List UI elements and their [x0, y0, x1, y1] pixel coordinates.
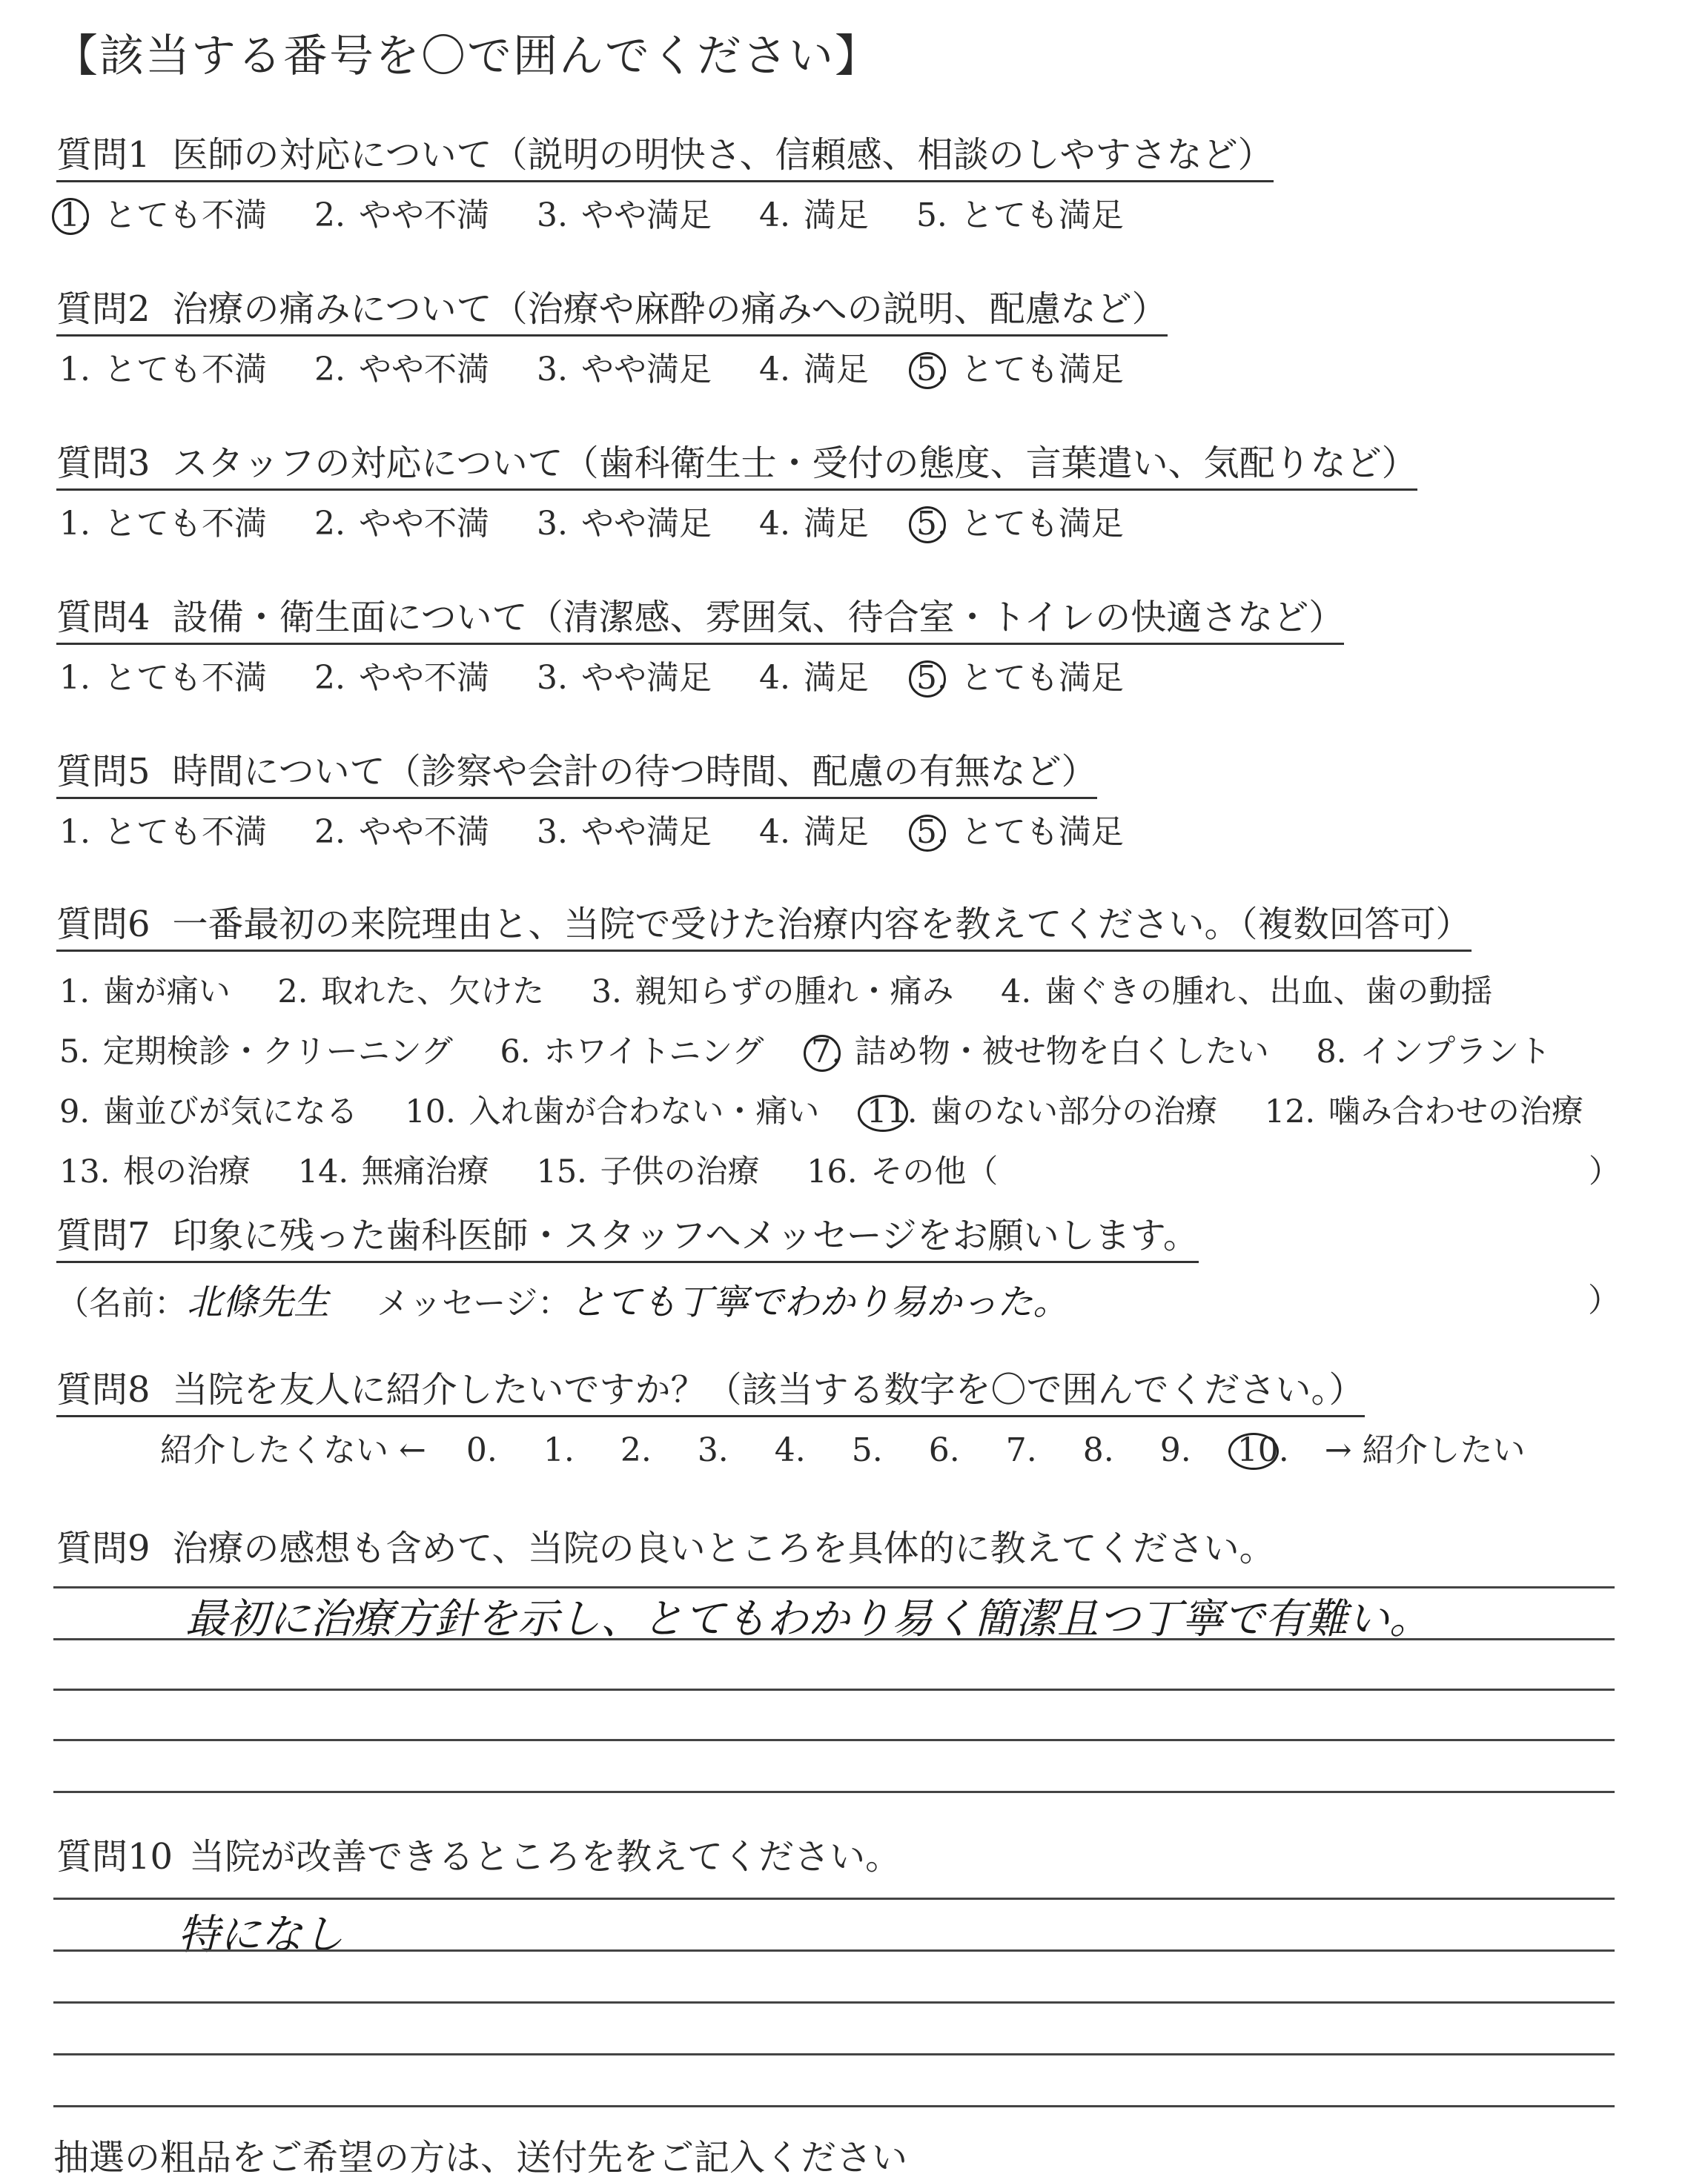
option-8[interactable]: 8. インプラント	[1316, 1033, 1552, 1070]
answer-line	[53, 1949, 1615, 1952]
question-1	[56, 126, 1650, 236]
answer-line	[53, 1638, 1615, 1640]
option-1[interactable]: 1. とても不満	[56, 188, 267, 236]
answer-line	[53, 2001, 1615, 2004]
option-3[interactable]: 3. やや満足	[536, 813, 712, 851]
option-2[interactable]: 2. やや不満	[314, 813, 489, 851]
answer-scale	[56, 651, 1650, 698]
option-2[interactable]: 2. やや不満	[314, 505, 489, 543]
option-14[interactable]: 14. 無痛治療	[297, 1153, 489, 1190]
option-5[interactable]: 5. 定期検診・クリーニング	[59, 1033, 453, 1070]
answer-line	[53, 1898, 1615, 1900]
option-3[interactable]: 3. やや満足	[536, 505, 712, 543]
option-16[interactable]: 16. その他（	[807, 1153, 999, 1190]
message-field[interactable]: とても丁寧でわかり易かった。	[570, 1282, 1069, 1323]
option-3[interactable]: 3. 親知らずの腫れ・痛み	[591, 973, 954, 1010]
treatment-options	[56, 967, 1650, 1192]
question-4: 質問4 設備・衛生面について（清潔感、雰囲気、待合室・トイレの快適さなど） 1. とても不満 2. やや不満 3. やや満足 4. 満足 5. とても満足	[56, 589, 1650, 698]
option-11[interactable]: 11. 歯のない部分の治療	[864, 1087, 1217, 1132]
scale-9[interactable]: 9.	[1159, 1431, 1191, 1469]
answer-scale	[56, 188, 1650, 236]
option-1[interactable]: 1. とても不満	[59, 351, 267, 388]
message-line	[56, 1273, 1650, 1325]
answer-line	[53, 2053, 1615, 2055]
option-12[interactable]: 12. 噛み合わせの治療	[1264, 1093, 1583, 1130]
answer-line	[53, 1689, 1615, 1691]
option-1[interactable]: 1. とても不満	[59, 505, 267, 543]
question-3: 質問3 スタッフの対応について（歯科衛生士・受付の態度、言葉遣い、気配りなど） 1. とても不満 2. やや不満 3. やや満足 4. 満足 5. とても満足	[56, 434, 1650, 544]
option-9[interactable]: 9. 歯並びが気になる	[59, 1093, 358, 1130]
answer-text[interactable]: 最初に治療方針を示し、とてもわかり易く簡潔且つ丁寧で有難い。	[185, 1595, 1431, 1643]
scale-10[interactable]: 10.	[1234, 1431, 1292, 1469]
scale-5[interactable]: 5.	[851, 1431, 883, 1469]
answer-scale	[56, 805, 1650, 852]
scale-6[interactable]: 6.	[928, 1431, 960, 1469]
footer-note: 抽選の粗品をご希望の方は、送付先をご記入ください	[53, 2137, 908, 2179]
option-10[interactable]: 10. 入れ歯が合わない・痛い	[405, 1093, 820, 1130]
recommend-scale	[160, 1423, 1650, 1471]
option-5[interactable]: 5. とても満足	[913, 497, 1124, 544]
option-2[interactable]: 2. やや不満	[314, 351, 489, 388]
option-6[interactable]: 6. ホワイトニング	[500, 1033, 764, 1070]
option-1[interactable]: 1. 歯が痛い	[59, 973, 231, 1010]
question-5: 質問5 時間について（診察や会計の待つ時間、配慮の有無など） 1. とても不満 2. やや不満 3. やや満足 4. 満足 5. とても満足	[56, 743, 1650, 852]
answer-scale	[56, 497, 1650, 544]
answer-line	[53, 1791, 1615, 1793]
option-1[interactable]: 1. とても不満	[59, 813, 267, 851]
scale-1[interactable]: 1.	[543, 1431, 575, 1469]
scale-4[interactable]: 4.	[774, 1431, 806, 1469]
scale-right-label: → 紹介したい	[1324, 1431, 1526, 1469]
question-10: 質問10 当院が改善できるところを教えてください。	[56, 1836, 901, 1878]
option-5[interactable]: 5. とても満足	[913, 342, 1124, 390]
message-label: メッセージ：	[377, 1285, 571, 1322]
option-13[interactable]: 13. 根の治療	[59, 1153, 251, 1190]
scale-7[interactable]: 7.	[1005, 1431, 1037, 1469]
close-paren: ）	[1588, 1282, 1621, 1319]
option-7[interactable]: 7. 詰め物・被せ物を白くしたい	[808, 1027, 1269, 1072]
name-label: （名前：	[56, 1285, 187, 1322]
question-number: 質問1	[56, 134, 150, 176]
scale-0[interactable]: 0.	[466, 1431, 497, 1469]
question-text: 医師の対応について（説明の明快さ、信頼感、相談のしやすさなど）	[172, 134, 1274, 176]
option-3[interactable]: 3. やや満足	[536, 659, 712, 697]
option-2[interactable]: 2. 取れた、欠けた	[277, 973, 545, 1010]
option-5[interactable]: 5. とても満足	[913, 805, 1124, 852]
option-2[interactable]: 2. やや不満	[314, 196, 489, 234]
answer-line	[53, 2105, 1615, 2107]
option-4[interactable]: 4. 歯ぐきの腫れ、出血、歯の動揺	[1001, 973, 1493, 1010]
scale-2[interactable]: 2.	[620, 1431, 652, 1469]
option-15[interactable]: 15. 子供の治療	[536, 1153, 760, 1190]
option-3[interactable]: 3. やや満足	[536, 351, 712, 388]
option-4[interactable]: 4. 満足	[758, 351, 869, 388]
option-2[interactable]: 2. やや不満	[314, 659, 489, 697]
question-9: 質問9 治療の感想も含めて、当院の良いところを具体的に教えてください。	[56, 1528, 1275, 1569]
option-3[interactable]: 3. やや満足	[536, 196, 712, 234]
scale-left-label: 紹介したくない ←	[160, 1431, 426, 1469]
option-5[interactable]: 5. とても満足	[913, 651, 1124, 698]
page-title: 【該当する番号を〇で囲んでください】	[53, 30, 881, 82]
question-2: 質問2 治療の痛みについて（治療や麻酔の痛みへの説明、配慮など） 1. とても不満 2. やや不満 3. やや満足 4. 満足 5. とても満足	[56, 280, 1650, 390]
scale-3[interactable]: 3.	[697, 1431, 729, 1469]
option-4[interactable]: 4. 満足	[758, 659, 869, 697]
option-1[interactable]: 1. とても不満	[59, 659, 267, 697]
option-4[interactable]: 4. 満足	[758, 813, 869, 851]
question-8: 質問8 当院を友人に紹介したいですか？（該当する数字を〇で囲んでください。） 紹介したくない ← 0. 1. 2. 3. 4. 5. 6. 7. 8. 9. 10. → 紹介したい	[56, 1361, 1650, 1471]
name-field[interactable]: 北條先生	[187, 1282, 330, 1323]
option-4[interactable]: 4. 満足	[758, 505, 869, 543]
close-paren: ）	[1589, 1153, 1621, 1190]
answer-text[interactable]: 特になし	[178, 1911, 344, 1959]
scale-8[interactable]: 8.	[1082, 1431, 1114, 1469]
question-6: 質問6 一番最初の来院理由と、当院で受けた治療内容を教えてください。（複数回答可） 1. 歯が痛い 2. 取れた、欠けた 3. 親知らずの腫れ・痛み 4. 歯ぐきの腫れ、出血、歯の動揺 5. 定期検診・クリーニング 6. ホワイトニング 7. 詰め物・被せ物を白くしたい 8. インプラント 9. 歯並びが気になる 10. 入れ歯が合わない・痛い 11. 歯のない部分の治療 12. 噛み合わせの治療 13. 根の治療 14. 無痛治療 15. 子供の治療 16. その他（ ）	[56, 895, 1650, 1192]
question-7: 質問7 印象に残った歯科医師・スタッフへメッセージをお願いします。 （名前：北條先生 メッセージ：とても丁寧でわかり易かった。 ）	[56, 1207, 1650, 1325]
option-5[interactable]: 5. とても満足	[916, 196, 1124, 234]
option-4[interactable]: 4. 満足	[758, 196, 869, 234]
answer-scale	[56, 342, 1650, 390]
answer-line	[53, 1739, 1615, 1741]
